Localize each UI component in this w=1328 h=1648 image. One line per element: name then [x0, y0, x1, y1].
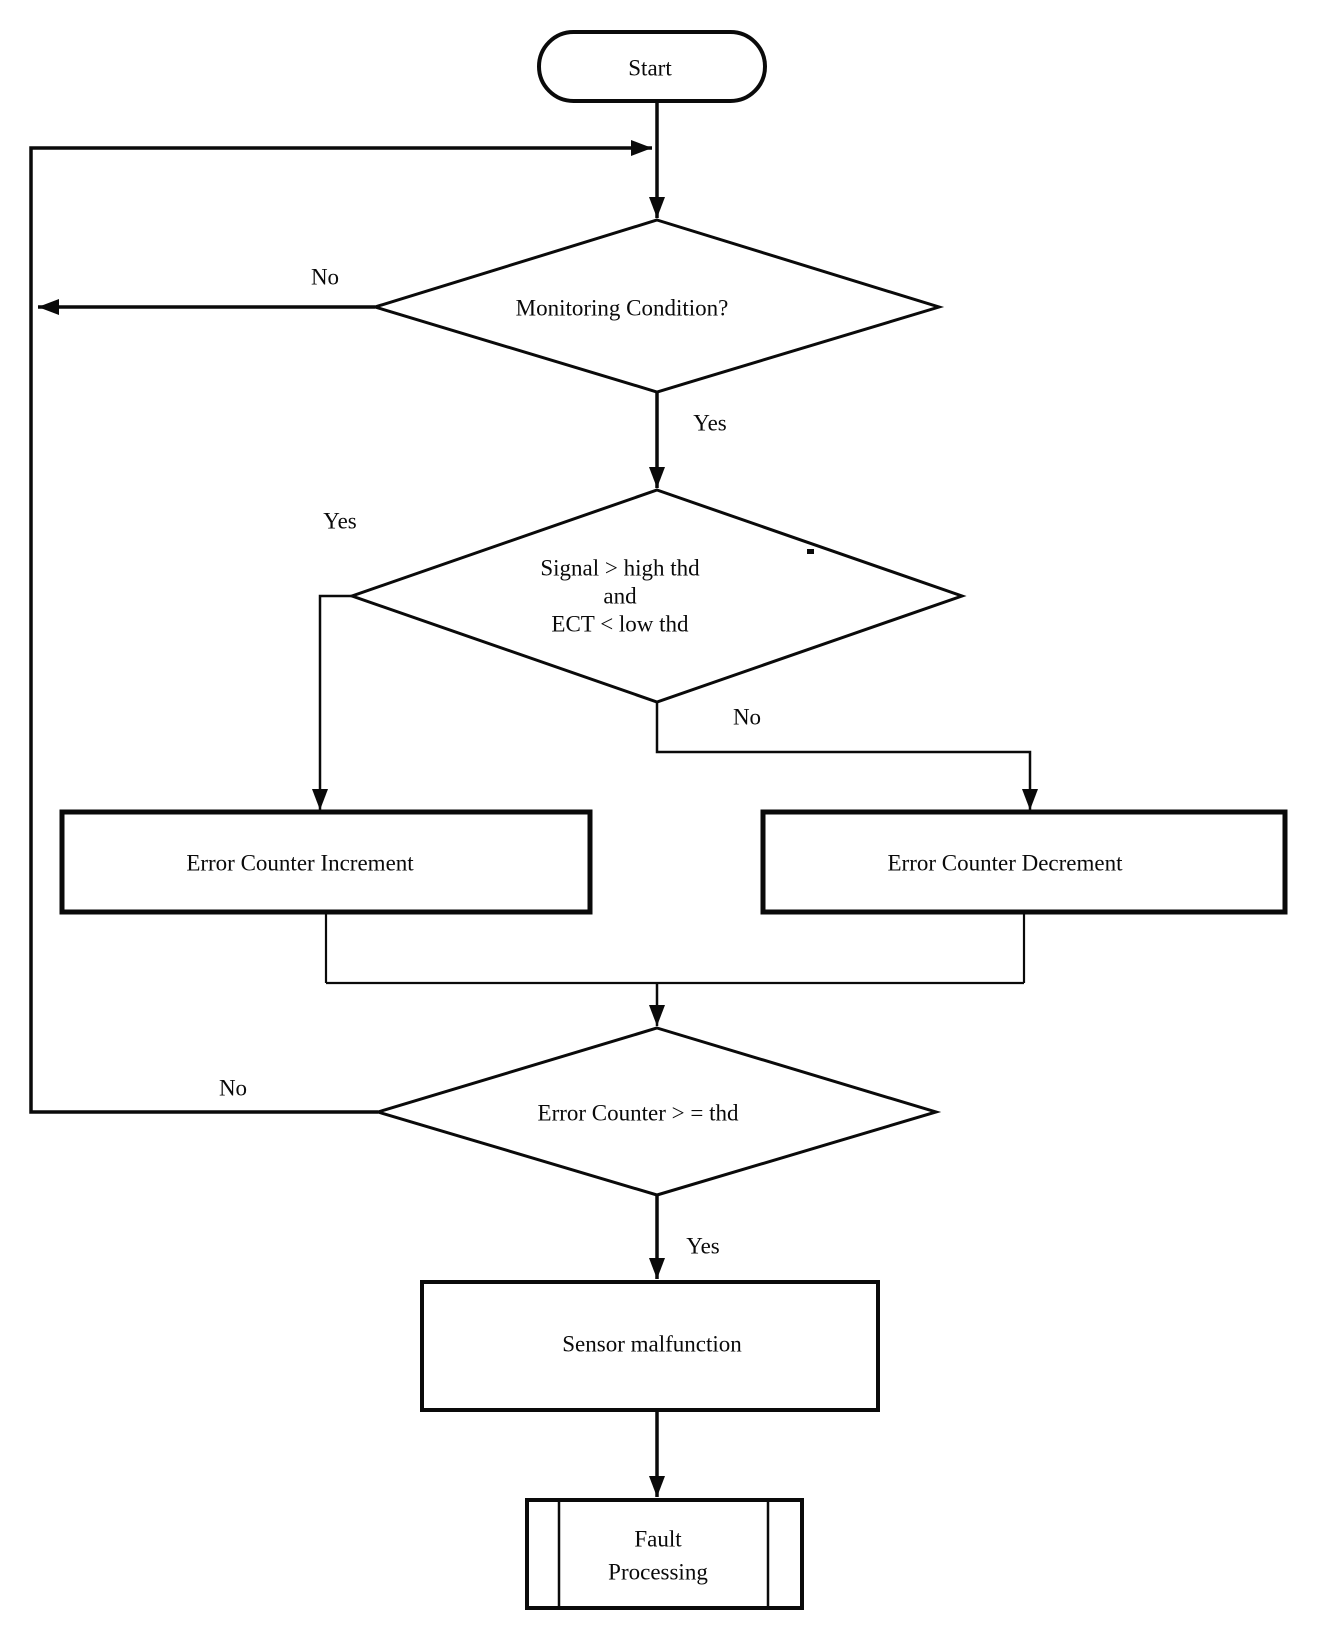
signal-check-decision-shape [352, 490, 962, 702]
label-monitoring-no: No [310, 264, 340, 290]
fault-processing-node [527, 1500, 802, 1608]
error-counter-threshold-label: Error Counter > = thd [537, 1100, 739, 1126]
label-threshold-yes: Yes [686, 1233, 720, 1259]
label-signal-no: No [732, 704, 762, 730]
error-counter-decrement-label: Error Counter Decrement [887, 850, 1123, 876]
signal-check-line-1: Signal > high thd [540, 555, 700, 581]
start-node [539, 32, 765, 101]
error-counter-threshold-node [378, 1028, 936, 1195]
stray-ink-mark [807, 549, 814, 554]
fault-processing-line-2: Processing [608, 1559, 708, 1585]
signal-check-line-2: and [603, 583, 637, 609]
fault-processing-line-1: Fault [634, 1526, 682, 1552]
monitoring-condition-node [375, 220, 939, 392]
sensor-malfunction-node [422, 1282, 878, 1410]
sensor-malfunction-label: Sensor malfunction [562, 1331, 742, 1357]
fault-processing-shape [527, 1500, 802, 1608]
signal-check-line-3: ECT < low thd [551, 611, 689, 637]
monitoring-condition-label: Monitoring Condition? [515, 295, 729, 321]
signal-check-node [352, 490, 962, 702]
start-label: Start [628, 55, 672, 81]
error-counter-increment-node [62, 812, 590, 912]
label-threshold-no: No [218, 1075, 248, 1101]
edge-signal-yes [320, 596, 354, 810]
edge-signal-no [657, 702, 1030, 810]
error-counter-decrement-node [763, 812, 1285, 912]
label-signal-yes: Yes [323, 508, 357, 534]
error-counter-increment-label: Error Counter Increment [186, 850, 414, 876]
label-monitoring-yes: Yes [693, 410, 727, 436]
